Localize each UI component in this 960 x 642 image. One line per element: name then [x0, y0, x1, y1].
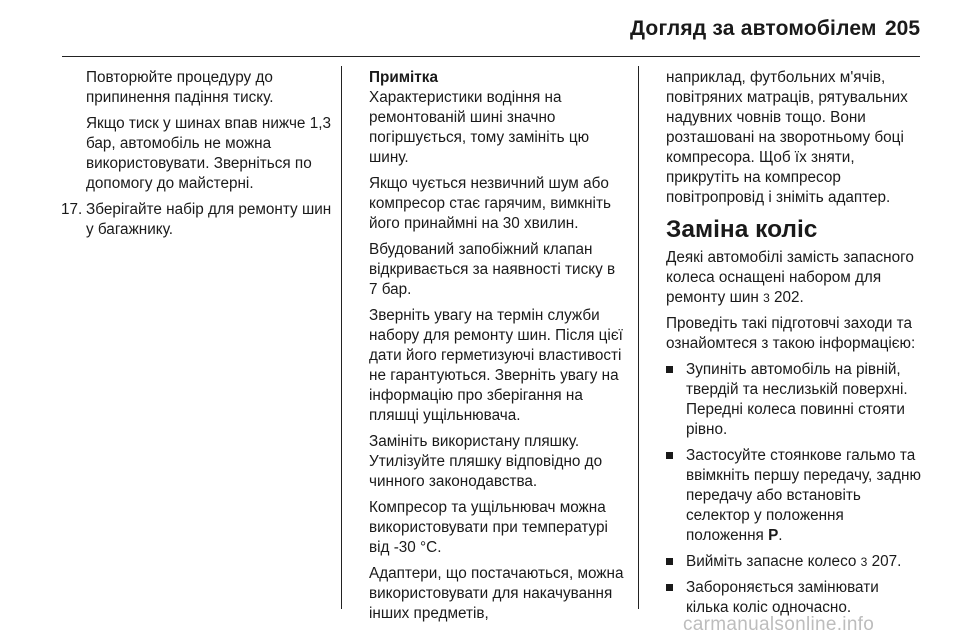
list-item: [62, 200, 332, 240]
paragraph: Зверніть увагу на термін служби набору для ремонту шин. Після цієї дати його герметизуючі властивості не гарантуються. Зверніть увагу на інформацію про зберігання на пляшці ущільнювача.: [369, 307, 623, 424]
bullet-item: Вийміть запасне колесо 3 207.: [666, 552, 924, 572]
bullet-item: Забороняється замінювати кілька коліс одночасно.: [666, 578, 924, 618]
page-reference-link[interactable]: 202.: [774, 289, 804, 306]
paragraph: Повторюйте процедуру до припинення падіння тиску.: [86, 69, 274, 106]
paragraph: Деякі автомобілі замість запасного колеса оснащені набором для ремонту шин 3 202.: [666, 249, 914, 306]
paragraph: Замініть використану пляшку. Утилізуйте пляшку відповідно до чинного законодавства.: [369, 433, 603, 490]
paragraph: Якщо чується незвичний шум або компресор стає гарячим, вимкніть його принаймні на 30 хвилин.: [369, 175, 611, 232]
section-heading: Заміна коліс: [666, 216, 818, 243]
column-left: [62, 68, 332, 240]
paragraph: Якщо тиск у шинах впав нижче 1,3 бар, автомобіль не можна використовувати. Зверніться по допомогу до майстерні.: [86, 115, 331, 192]
bullet-square-icon: [666, 366, 673, 373]
bullet-item: Застосуйте стоянкове гальмо та ввімкніть першу передачу, задню передачу або встановіть селектор у положення положення P.: [666, 446, 924, 546]
bullet-square-icon: [666, 558, 673, 565]
reference-arrow-icon: 3: [763, 291, 770, 305]
watermark: carmanualsonline.info: [683, 614, 875, 635]
header-divider: [62, 56, 920, 57]
column-right: [666, 68, 924, 624]
page-number: 205: [885, 17, 921, 40]
paragraph: наприклад, футбольних м'ячів, повітряних матраців, рятувальних надувних човнів тощо. Вони розташовані на зворотньому боці компресора. Щоб їх зняти, прикрутіть на компресор повітропровід і зніміть адаптер.: [666, 69, 908, 206]
list-item-number: 17.: [61, 201, 83, 218]
column-divider-2: [638, 66, 639, 609]
paragraph: Характеристики водіння на ремонтованій шині значно погіршується, тому замініть цю шину.: [369, 89, 590, 166]
gear-position-label: P: [768, 527, 779, 544]
reference-arrow-icon: 3: [860, 555, 868, 569]
paragraph: Адаптери, що постачаються, можна використовувати для накачування інших предметів,: [369, 565, 624, 622]
paragraph: Компресор та ущільнювач можна використовувати при температурі від -30 °C.: [369, 499, 608, 556]
page-reference-link[interactable]: 207.: [871, 553, 902, 570]
note-title: Примітка: [369, 69, 438, 86]
paragraph: Вбудований запобіжний клапан відкривається за наявності тиску в 7 бар.: [369, 241, 616, 298]
paragraph: Проведіть такі підготовчі заходи та ознайомтеся з такою інформацією:: [666, 315, 916, 352]
bullet-item: Зупиніть автомобіль на рівній, твердій та неслизькій поверхні. Передні колеса повинні стояти рівно.: [666, 360, 924, 440]
bullet-square-icon: [666, 452, 673, 459]
column-middle: [369, 68, 627, 630]
list-item-text: Зберігайте набір для ремонту шин у багажнику.: [86, 201, 332, 238]
bullet-square-icon: [666, 584, 673, 591]
page-title: Догляд за автомобілем: [630, 17, 877, 40]
column-divider-1: [341, 66, 342, 609]
